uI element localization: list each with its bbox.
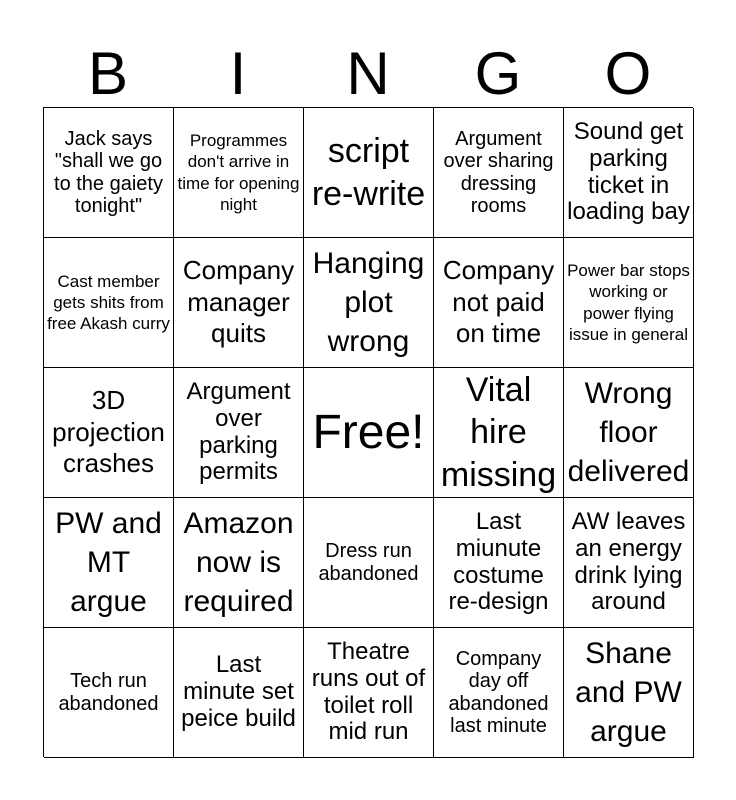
bingo-cell[interactable]: Shane and PW argue	[564, 628, 694, 758]
bingo-cell[interactable]: Sound get parking ticket in loading bay	[564, 108, 694, 238]
header-letter-o: O	[604, 40, 652, 107]
header-letter-g: G	[474, 40, 522, 107]
bingo-cell[interactable]: Wrong floor delivered	[564, 368, 694, 498]
bingo-cell[interactable]: Programmes don't arrive in time for opening night	[174, 108, 304, 238]
bingo-cell[interactable]: Vital hire missing	[434, 368, 564, 498]
bingo-grid	[43, 107, 693, 757]
bingo-cell-free[interactable]: Free!	[304, 368, 434, 498]
bingo-cell[interactable]: PW and MT argue	[44, 498, 174, 628]
bingo-cell[interactable]: Company manager quits	[174, 238, 304, 368]
bingo-cell[interactable]: Jack says "shall we go to the gaiety tonight"	[44, 108, 174, 238]
bingo-cell[interactable]: Last minute set peice build	[174, 628, 304, 758]
bingo-cell[interactable]: Last miunute costume re-design	[434, 498, 564, 628]
bingo-cell[interactable]: Amazon now is required	[174, 498, 304, 628]
bingo-cell[interactable]: Dress run abandoned	[304, 498, 434, 628]
bingo-cell[interactable]: 3D projection crashes	[44, 368, 174, 498]
bingo-cell[interactable]: Company not paid on time	[434, 238, 564, 368]
bingo-cell[interactable]: Theatre runs out of toilet roll mid run	[304, 628, 434, 758]
bingo-cell[interactable]: Argument over sharing dressing rooms	[434, 108, 564, 238]
header-letter-b: B	[87, 40, 129, 107]
bingo-cell[interactable]: script re-write	[304, 108, 434, 238]
bingo-cell[interactable]: AW leaves an energy drink lying around	[564, 498, 694, 628]
bingo-header	[43, 42, 693, 106]
bingo-cell[interactable]: Argument over parking permits	[174, 368, 304, 498]
bingo-cell[interactable]: Company day off abandoned last minute	[434, 628, 564, 758]
bingo-cell[interactable]: Power bar stops working or power flying issue in general	[564, 238, 694, 368]
header-letter-i: I	[229, 40, 247, 107]
bingo-cell[interactable]: Cast member gets shits from free Akash curry	[44, 238, 174, 368]
header-letter-n: N	[346, 40, 390, 107]
bingo-cell[interactable]: Tech run abandoned	[44, 628, 174, 758]
bingo-cell[interactable]: Hanging plot wrong	[304, 238, 434, 368]
